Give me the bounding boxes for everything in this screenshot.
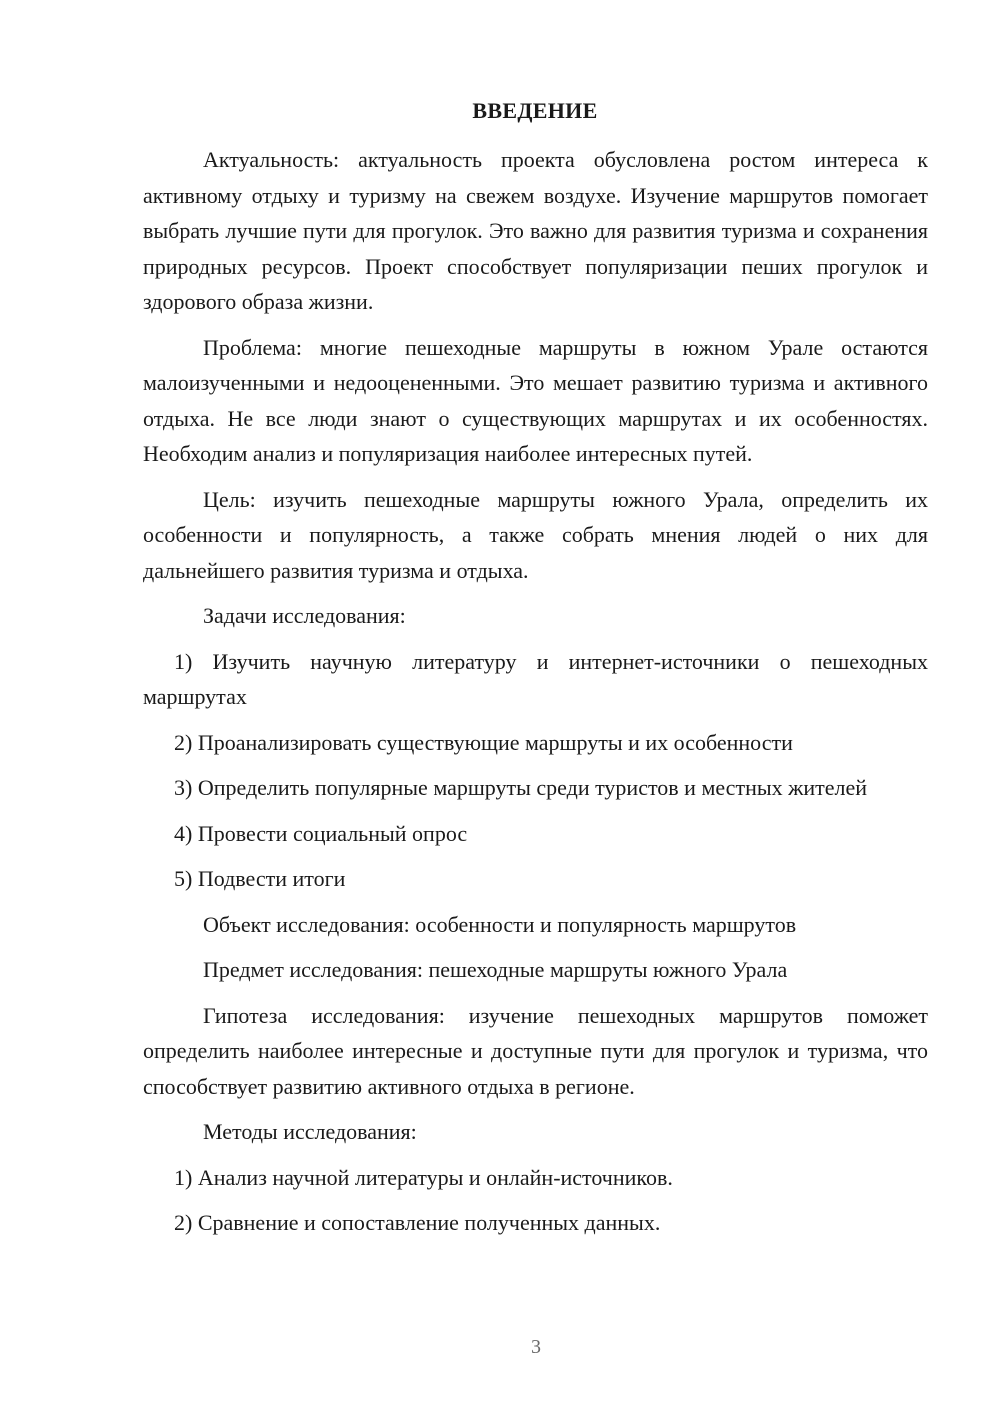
methods-heading: Методы исследования:	[203, 1119, 417, 1144]
method-item: 1) Анализ научной литературы и онлайн-источников.	[174, 1164, 673, 1190]
task-item: 5) Подвести итоги	[174, 866, 346, 891]
paragraph-goal: Цель: изучить пешеходные маршруты южного Урала, определить их особенности и популярность, а также собрать мнения людей о них для дальнейшего развития туризма и отдыха.	[143, 486, 928, 583]
paragraph-object: Объект исследования: особенности и популярность маршрутов	[203, 911, 797, 937]
paragraph-relevance: Актуальность: актуальность проекта обусловлена ростом интереса к активному отдыху и туризму на свежем воздухе. Изучение маршрутов помогает выбрать лучшие пути для прогулок. Это важно для развития туризма и сохранения природных ресурсов. Проект способствует популяризации пеших прогулок и здорового образа жизни.	[143, 147, 928, 314]
tasks-heading: Задачи исследования:	[203, 603, 406, 628]
task-item: 1) Изучить научную литературу и интернет-источники о пешеходных маршрутах	[143, 648, 928, 709]
page-number: 3	[531, 1336, 541, 1358]
paragraph-subject: Предмет исследования: пешеходные маршруты южного Урала	[203, 957, 788, 982]
paragraph-hypothesis: Гипотеза исследования: изучение пешеходных маршрутов поможет определить наиболее интересные и доступные пути для прогулок и туризма, что способствует развитию активного отдыха в регионе.	[143, 1002, 928, 1099]
page-title: ВВЕДЕНИЕ	[472, 98, 598, 123]
method-item: 2) Сравнение и сопоставление полученных данных.	[174, 1210, 661, 1235]
task-item: 4) Провести социальный опрос	[174, 820, 468, 846]
task-item: 3) Определить популярные маршруты среди туристов и местных жителей	[174, 775, 867, 800]
document-body	[143, 142, 928, 1251]
task-item: 2) Проанализировать существующие маршруты и их особенности	[174, 729, 793, 755]
paragraph-problem: Проблема: многие пешеходные маршруты в южном Урале остаются малоизученными и недооцененными. Это мешает развитию туризма и активного отдыха. Не все люди знают о существующих маршрутах и их особенностях. Необходим анализ и популяризация наиболее интересных путей.	[143, 334, 928, 466]
